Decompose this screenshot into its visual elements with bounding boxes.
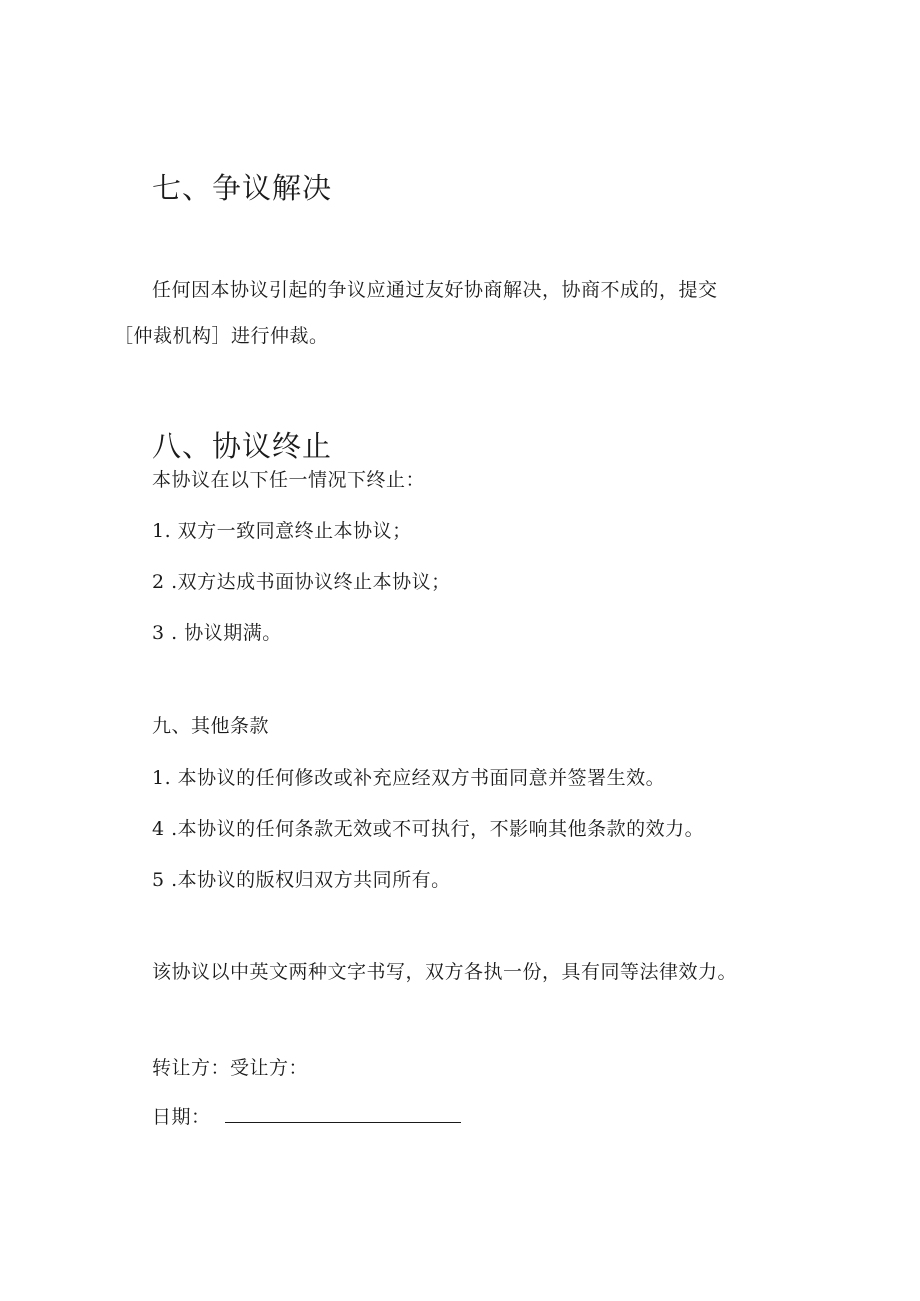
termination-item-3: 3 . 协议期满。 (152, 622, 282, 644)
termination-item-1: 1. 双方一致同意终止本协议； (152, 520, 412, 542)
dispute-paragraph-line-1: 任何因本协议引起的争议应通过友好协商解决，协商不成的，提交 (152, 279, 718, 301)
other-item-5: 5 .本协议的版权归双方共同所有。 (152, 869, 451, 891)
section-heading-termination: 八、协议终止 (152, 429, 333, 463)
date-label: 日期： (152, 1106, 211, 1128)
termination-intro: 本协议在以下任一情况下终止： (152, 469, 426, 491)
section-heading-other: 九、其他条款 (152, 715, 270, 737)
section-heading-dispute: 七、争议解决 (152, 171, 333, 205)
other-item-4: 4 .本协议的任何条款无效或不可执行，不影响其他条款的效力。 (152, 818, 705, 840)
termination-item-2: 2 .双方达成书面协议终止本协议； (152, 571, 451, 593)
language-clause: 该协议以中英文两种文字书写，双方各执一份，具有同等法律效力。 (152, 961, 738, 983)
date-blank-line (225, 1102, 461, 1123)
dispute-paragraph-line-2: ［仲裁机构］进行仲裁。 (114, 325, 329, 347)
signature-date-row (152, 1102, 461, 1131)
signature-parties: 转让方：受让方： (152, 1057, 309, 1079)
other-item-1: 1. 本协议的任何修改或补充应经双方书面同意并签署生效。 (152, 767, 666, 789)
